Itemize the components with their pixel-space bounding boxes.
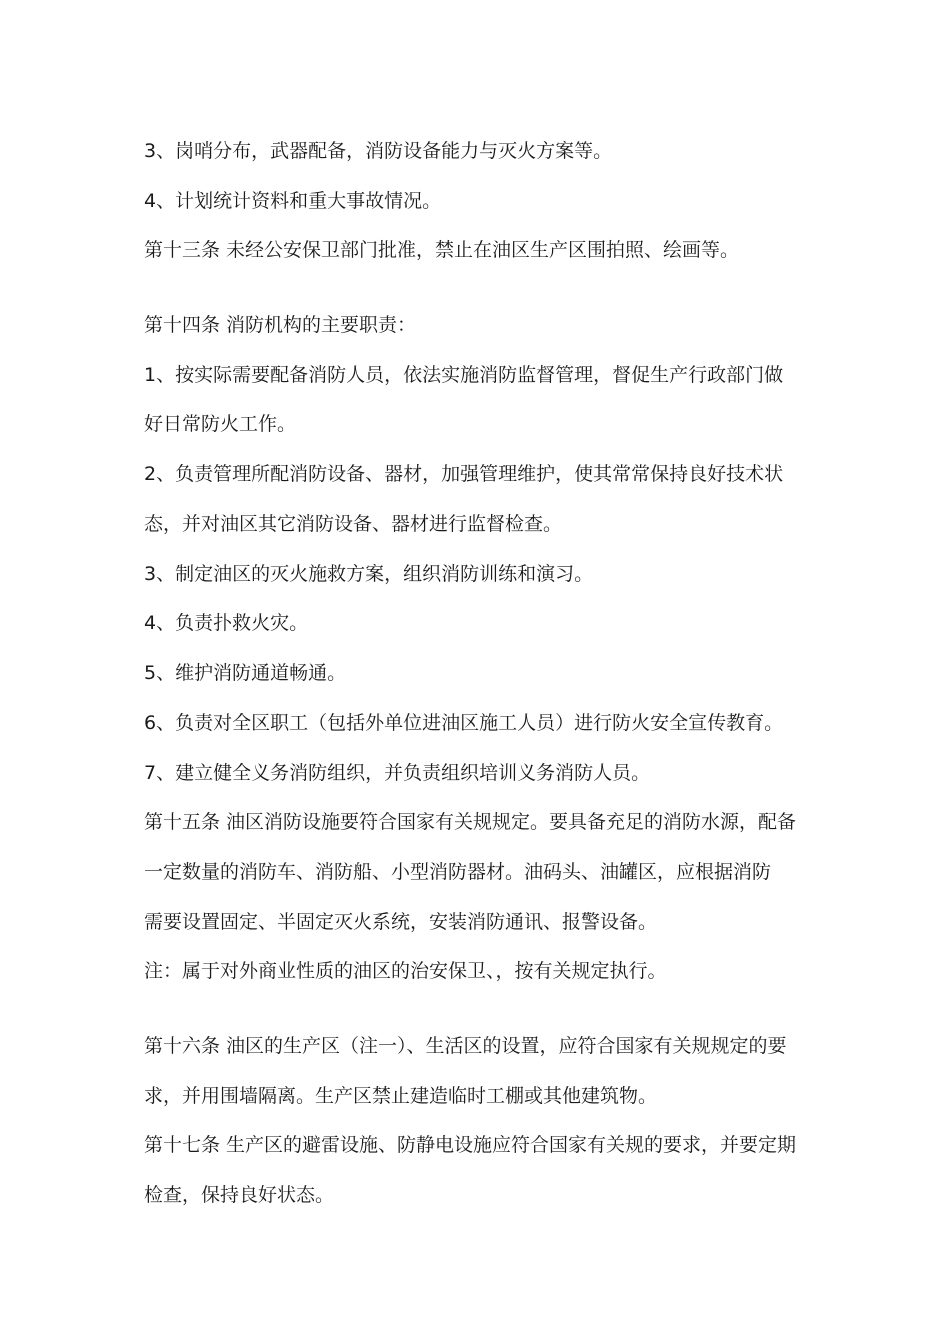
text-line-10: 4、负责扑救火灾。 — [144, 612, 309, 634]
article-14-heading: 第十四条 消防机构的主要职责： — [144, 314, 417, 336]
article-13: 第十三条 未经公安保卫部门批准，禁止在油区生产区围拍照、绘画等。 — [144, 239, 740, 261]
text-line-5: 1、按实际需要配备消防人员，依法实施消防监督管理，督促生产行政部门做 — [144, 364, 784, 386]
text-line-21: 检查，保持良好状态。 — [144, 1184, 335, 1206]
text-line-6: 好日常防火工作。 — [144, 413, 297, 435]
text-line-8: 态，并对油区其它消防设备、器材进行监督检查。 — [144, 513, 563, 535]
text-line-15: 一定数量的消防车、消防船、小型消防器材。油码头、油罐区，应根据消防 — [144, 861, 772, 883]
article-16: 第十六条 油区的生产区（注一）、生活区的设置，应符合国家有关规规定的要 — [144, 1035, 787, 1057]
text-line-11: 5、维护消防通道畅通。 — [144, 662, 347, 684]
text-line-2: 4、计划统计资料和重大事故情况。 — [144, 190, 442, 212]
text-line-7: 2、负责管理所配消防设备、器材，加强管理维护，使其常常保持良好技术状 — [144, 463, 784, 485]
article-17: 第十七条 生产区的避雷设施、防静电设施应符合国家有关规的要求，并要定期 — [144, 1134, 797, 1156]
text-line-9: 3、制定油区的灭火施救方案，组织消防训练和演习。 — [144, 563, 594, 585]
text-line-12: 6、负责对全区职工（包括外单位进油区施工人员）进行防火安全宣传教育。 — [144, 712, 784, 734]
text-line-1: 3、岗哨分布，武器配备，消防设备能力与灭火方案等。 — [144, 140, 613, 162]
article-15: 第十五条 油区消防设施要符合国家有关规规定。要具备充足的消防水源，配备 — [144, 811, 797, 833]
text-line-19: 求，并用围墙隔离。生产区禁止建造临时工棚或其他建筑物。 — [144, 1085, 658, 1107]
note-line: 注：属于对外商业性质的油区的治安保卫、，按有关规定执行。 — [144, 960, 667, 982]
text-line-16: 需要设置固定、半固定灭火系统，安装消防通讯、报警设备。 — [144, 911, 658, 933]
text-line-13: 7、建立健全义务消防组织，并负责组织培训义务消防人员。 — [144, 762, 651, 784]
